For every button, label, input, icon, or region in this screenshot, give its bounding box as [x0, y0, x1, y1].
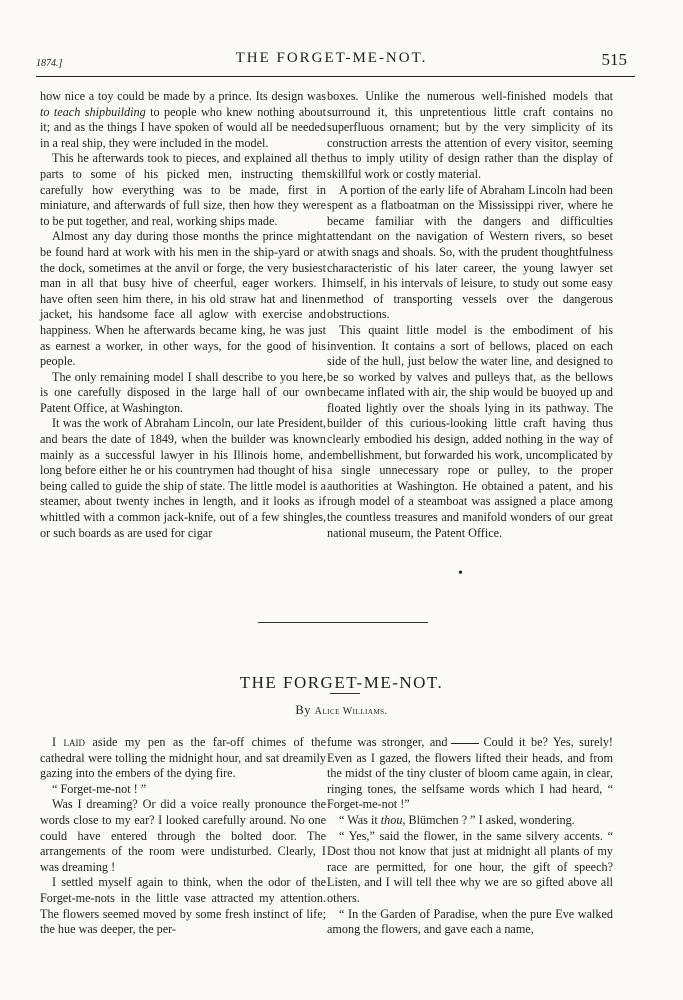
- paragraph: how nice a toy could be made by a prince. Its design was to teach shipbuilding to people who knew nothing about it; and as the things I have spoken of would all be needed in a real ship, they were included in the model.: [40, 89, 326, 150]
- paragraph: A portion of the early life of Abraham Lincoln had been spent as a flatboatman on the Mississippi river, where he became familiar with the dangers and difficulties attendant on the navigation of Western rivers, so beset with snags and shoals. So, with the prudent thoughtfulness characteristic of his later career, the young lawyer set himself, in his intervals of leisure, to study out some easy method of transporting vessels over the dangerous obstructions.: [327, 182, 613, 322]
- header-rule: [36, 76, 635, 77]
- column-left-article: [40, 735, 326, 938]
- ink-dot: •: [458, 566, 463, 581]
- column-left-upper: [40, 89, 326, 541]
- paragraph: fume was stronger, and Could it be? Yes, surely! Even as I gazed, the flowers lifted their heads, and from the midst of the tiny cluster of bloom came again, in clear, ringing tones, the selfsame words which I had heard, “ Forget-me-not !”: [327, 735, 613, 812]
- em-dash: [451, 743, 479, 744]
- column-right-article: [327, 735, 613, 938]
- paragraph: “ Yes,” said the flower, in the same silvery accents. “ Dost thou not know that just at midnight all plants of my race are permitted, for one hour, the gift of speech? Listen, and I will tell thee why we are so gifted above all others.: [327, 828, 613, 905]
- paragraph: This he afterwards took to pieces, and explained all the parts to some of his picked men, instructing them carefully how everything was to be made, first in miniature, and afterwards of full size, then how they were to be put together, and real, working ships made.: [40, 151, 326, 228]
- section-divider: [258, 622, 428, 623]
- paragraph: “ Was it thou, Blümchen ? ” I asked, wondering.: [339, 812, 575, 827]
- paragraph: Almost any day during those months the prince might be found hard at work with his men in the ship-yard or at the dock, sometimes at the anvil or forge, the very busiest man in all that busy hive of cheerful, eager workers. I have often seen him there, in his old straw hat and linen jacket, his handsome face all aglow with exercise and happiness. When he afterwards became king, he was just as earnest a worker, in other ways, for the good of his people.: [40, 229, 326, 369]
- header-title: THE FORGET-ME-NOT.: [235, 50, 428, 66]
- byline: By Alice Williams.: [295, 703, 388, 717]
- paragraph: I laid aside my pen as the far-off chimes of the cathedral were tolling the midnight hour, and sat dreamily gazing into the embers of the dying fire.: [40, 735, 326, 781]
- paragraph: Was I dreaming? Or did a voice really pronounce the words close to my ear? I looked carefully around. No one could have entered through the bolted door. The arrangements of the room were undisturbed. Clearly, I was dreaming !: [40, 797, 326, 874]
- paragraph: “ Forget-me-not ! ”: [52, 781, 147, 796]
- paragraph: The only remaining model I shall describe to you here, is one carefully disposed in the large hall of our own Patent Office, at Washington.: [40, 369, 326, 415]
- title-rule: [330, 693, 360, 694]
- paragraph: It was the work of Abraham Lincoln, our late President, and bears the date of 1849, when the builder was known mainly as a successful lawyer in his Illinois home, and long before either he or his countrymen had thought of his being called to guide the ship of state. The little model is a steamer, about twenty inches in length, and it looks as if whittled with a common jack-knife, out of a few shingles, or such boards as are used for cigar: [40, 416, 326, 540]
- column-right-upper: [327, 89, 613, 541]
- page-number: 515: [601, 50, 627, 69]
- paragraph: I settled myself again to think, when the odor of the Forget-me-nots in the little vase attracted my attention. The flowers seemed moved by some fresh instinct of life; the hue was deeper, the per-: [40, 875, 326, 937]
- paragraph: This quaint little model is the embodiment of his invention. It contains a sort of bellows, placed on each side of the hull, just below the water line, and designed to be so worked by valves and pulleys that, as the bellows became inflated with air, the ship would be buoyed up and floated lightly over the shoals lying in its pathway. The builder of this curious-looking little craft having thus clearly embodied his design, added nothing in the way of embellishment, but forwarded his work, uncomplicated by a single unnecessary rope or pulley, to the proper authorities at Washington. He obtained a patent, and his rough model of a steamboat was assigned a place among the countless treasures and manifold wonders of our great national museum, the Patent Office.: [327, 322, 613, 540]
- paragraph: boxes. Unlike the numerous well-finished models that surround it, this unpretentious little craft contains no superfluous ornament; but by the very simplicity of its construction arrests the attention of every visitor, seeming thus to imply utility of design rather than the display of skillful work or costly material.: [327, 89, 613, 181]
- article-title: THE FORGET-ME-NOT.: [239, 673, 444, 692]
- paragraph: “ In the Garden of Paradise, when the pure Eve walked among the flowers, and gave each a name,: [327, 906, 613, 937]
- running-head: [36, 48, 627, 74]
- header-year: 1874.]: [36, 58, 63, 69]
